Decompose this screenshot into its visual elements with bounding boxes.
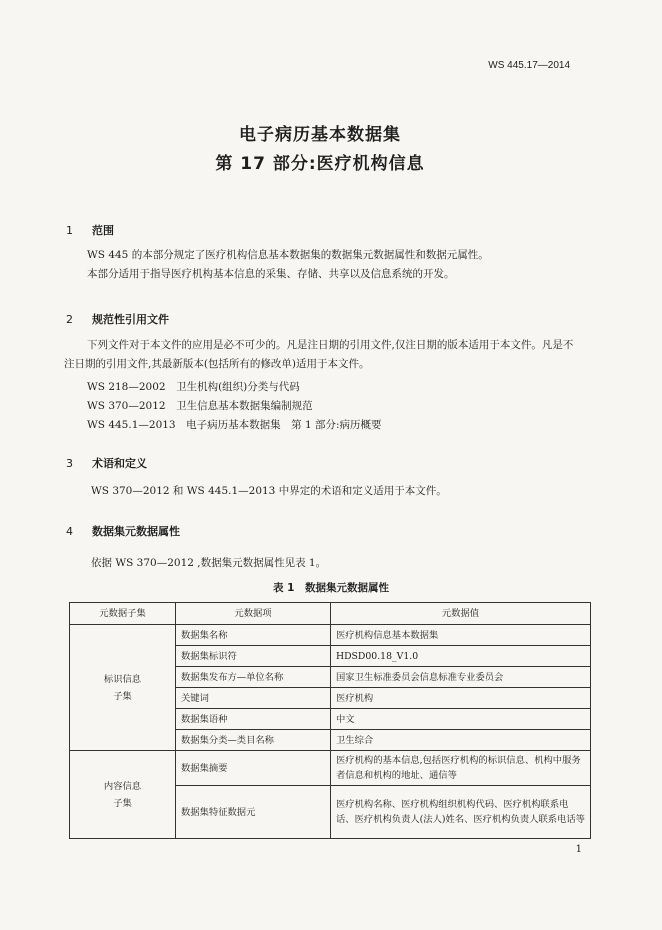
value-cell: 中文 [331, 709, 591, 730]
section-1-paragraph-2: 本部分适用于指导医疗机构基本信息的采集、存储、共享以及信息系统的开发。 [87, 268, 455, 280]
table-caption: 表 1 数据集元数据属性 [273, 582, 389, 594]
section-3-heading [66, 455, 147, 471]
item-cell: 关键词 [176, 688, 331, 709]
section-number: 3 [66, 457, 73, 470]
section-title: 规范性引用文件 [92, 313, 169, 326]
value-cell: 卫生综合 [331, 730, 591, 751]
document-title-line1: 电子病历基本数据集 [239, 125, 401, 145]
table-header-row [70, 603, 591, 625]
item-cell: 数据集摘要 [176, 751, 331, 786]
table-row [70, 751, 591, 786]
reference-item: WS 370—2012 卫生信息基本数据集编制规范 [87, 400, 313, 412]
table-row [70, 625, 591, 646]
section-2-heading [66, 311, 169, 327]
standard-code: WS 445.17—2014 [488, 60, 570, 71]
value-cell: 医疗机构名称、医疗机构组织机构代码、医疗机构联系电话、医疗机构负责人(法人)姓名、医疗机构负责人联系电话等 [331, 786, 591, 839]
column-header: 元数据值 [331, 603, 591, 625]
column-header: 元数据子集 [70, 603, 176, 625]
value-cell: 医疗机构信息基本数据集 [331, 625, 591, 646]
column-header: 元数据项 [176, 603, 331, 625]
value-cell: HDSD00.18_V1.0 [331, 646, 591, 667]
document-title-line2: 第 17 部分:医疗机构信息 [215, 154, 425, 174]
value-cell: 医疗机构 [331, 688, 591, 709]
metadata-table [69, 602, 591, 839]
section-title: 数据集元数据属性 [92, 525, 180, 538]
reference-item: WS 445.1—2013 电子病历基本数据集 第 1 部分:病历概要 [87, 419, 382, 431]
item-cell: 数据集名称 [176, 625, 331, 646]
group-cell: 标识信息 子集 [70, 625, 176, 751]
value-cell: 医疗机构的基本信息,包括医疗机构的标识信息、机构中服务者信息和机构的地址、通信等 [331, 751, 591, 786]
item-cell: 数据集发布方—单位名称 [176, 667, 331, 688]
section-4-heading [66, 523, 180, 539]
item-cell: 数据集分类—类目名称 [176, 730, 331, 751]
value-cell: 国家卫生标准委员会信息标准专业委员会 [331, 667, 591, 688]
section-title: 范围 [92, 224, 114, 237]
section-title: 术语和定义 [92, 457, 147, 470]
reference-item: WS 218—2002 卫生机构(组织)分类与代码 [87, 381, 300, 393]
section-number: 2 [66, 313, 73, 326]
page-number: 1 [575, 844, 582, 855]
section-3-paragraph: WS 370—2012 和 WS 445.1—2013 中界定的术语和定义适用于本文件。 [91, 485, 447, 497]
section-1-paragraph-1: WS 445 的本部分规定了医疗机构信息基本数据集的数据集元数据属性和数据元属性。 [87, 249, 489, 261]
section-2-paragraph: 下列文件对于本文件的应用是必不可少的。凡是注日期的引用文件,仅注日期的版本适用于本文件。凡是不注日期的引用文件,其最新版本(包括所有的修改单)适用于本文件。 [64, 339, 574, 370]
item-cell: 数据集特征数据元 [176, 786, 331, 839]
section-number: 1 [66, 224, 73, 237]
section-1-heading [66, 222, 114, 238]
group-cell: 内容信息 子集 [70, 751, 176, 839]
section-number: 4 [66, 525, 73, 538]
item-cell: 数据集标识符 [176, 646, 331, 667]
item-cell: 数据集语种 [176, 709, 331, 730]
section-4-paragraph: 依据 WS 370—2012 ,数据集元数据属性见表 1。 [91, 557, 327, 569]
